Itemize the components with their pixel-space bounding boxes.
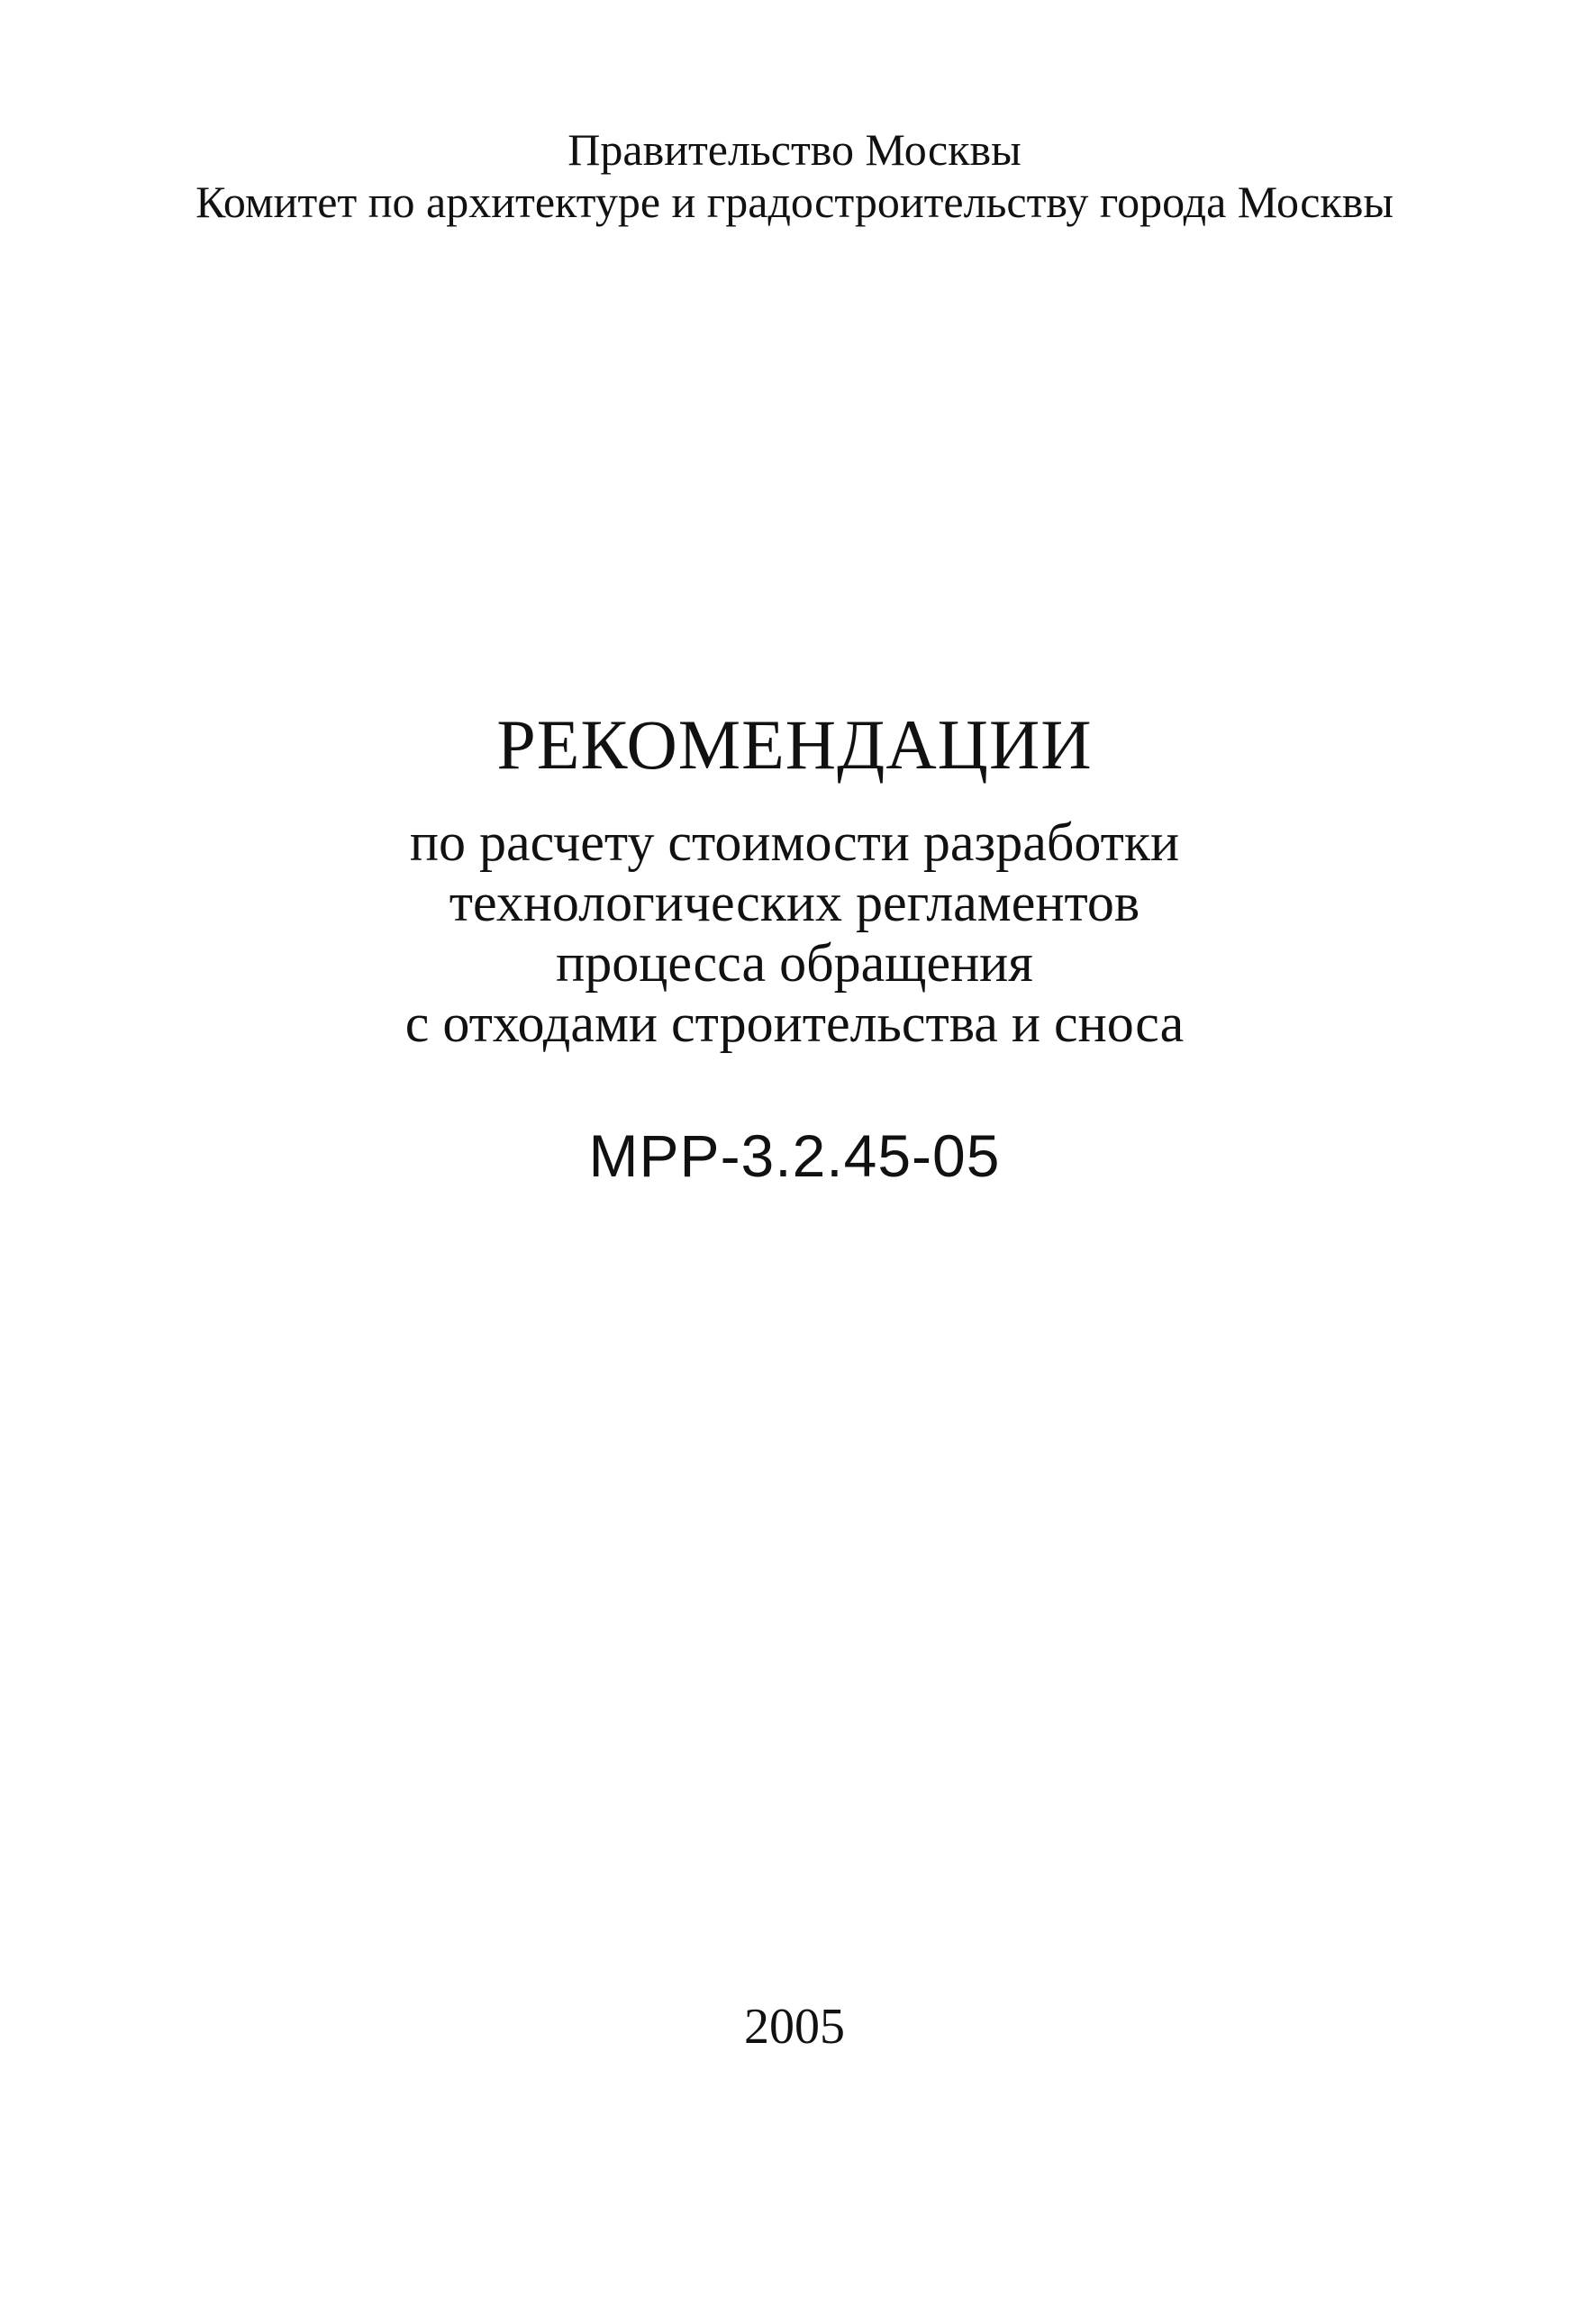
organization-name: Правительство Москвы bbox=[568, 124, 1022, 175]
document-subtitle-line: процесса обращения bbox=[556, 933, 1033, 993]
document-subtitle-line: по расчету стоимости разработки bbox=[409, 812, 1180, 872]
document-subtitle-line: с отходами строительства и сноса bbox=[404, 994, 1185, 1053]
committee-name: Комитет по архитектуре и градостроительству города Москвы bbox=[195, 177, 1394, 227]
publication-year: 2005 bbox=[744, 1999, 845, 2055]
document-title: РЕКОМЕНДАЦИИ bbox=[496, 705, 1093, 784]
document-subtitle-line: технологических регламентов bbox=[449, 873, 1140, 932]
document-code: МРР-3.2.45-05 bbox=[588, 1122, 1001, 1189]
